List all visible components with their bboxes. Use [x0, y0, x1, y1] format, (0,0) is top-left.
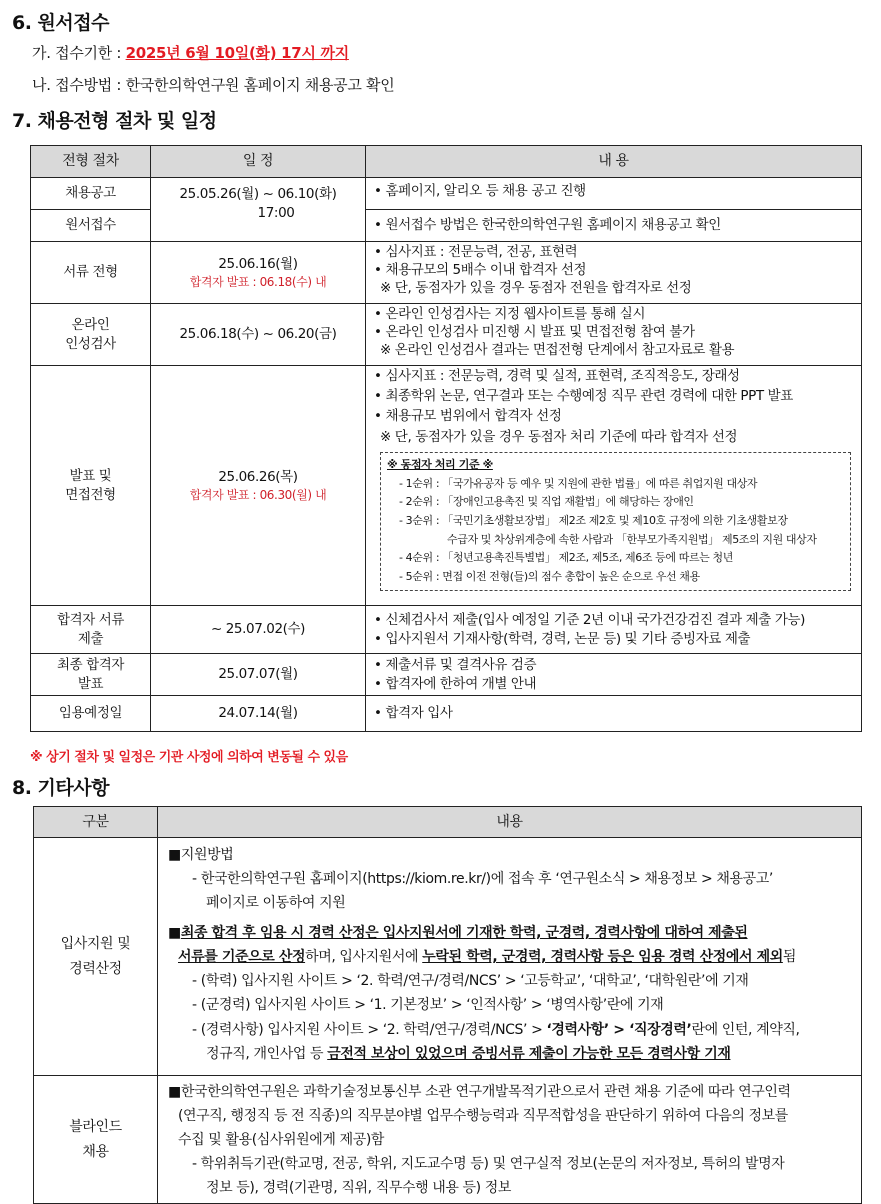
detail-line: - 학위취득기관(학교명, 전공, 학위, 지도교수명 등) 및 연구실적 정보(논문의 저자정보, 특허의 발명자 — [192, 1156, 785, 1173]
stage-line: 온라인 — [71, 317, 110, 334]
content-line: • 최종학위 논문, 연구결과 또는 수행예정 직무 관련 경력에 대한 PPT 발표 — [374, 388, 793, 405]
stage-line: 인성검사 — [65, 335, 116, 352]
date-cell: ~ 25.07.02(수) — [151, 606, 366, 654]
content-line: ※ 단, 동점자가 있을 경우 동점자 처리 기준에 따라 합격자 선정 — [380, 428, 738, 445]
detail-cell — [158, 1076, 862, 1204]
content-cell — [366, 210, 862, 242]
detail-line: ■한국한의학연구원은 과학기술정보통신부 소관 연구개발목적기관으로서 관련 채용 기준에 따라 연구인력 — [168, 1084, 791, 1100]
deadline-label: 가. 접수기한 : — [32, 44, 126, 62]
date-text: 25.05.26(월) ~ 06.10(화) — [179, 186, 337, 203]
table-row — [31, 654, 862, 696]
detail-line: 페이지로 이동하여 지원 — [206, 895, 346, 912]
content-line: • 채용규모 범위에서 합격자 선정 — [374, 408, 562, 425]
section-6-title: 6. 원서접수 — [12, 12, 109, 34]
header-date: 일 정 — [151, 146, 366, 178]
career-text: 하며, 입사지원서에 — [305, 949, 423, 966]
tie-rule-title: ※ 동점자 처리 기준 ※ — [387, 457, 493, 471]
detail-line: (연구직, 행정직 등 전 직종)의 직무분야별 업무수행능력과 직무적합성을 판단하기 위하여 다음의 정보를 — [178, 1108, 788, 1125]
stage-line: 발표 및 — [69, 468, 112, 485]
category-cell — [34, 1076, 158, 1204]
career-text: 란에 인턴, 계약직, — [691, 1021, 800, 1038]
stage-line: 발표 — [77, 675, 104, 692]
content-cell — [366, 696, 862, 732]
tie-rule-line: - 4순위 : 「청년고용촉진특별법」 제2조, 제5조, 제6조 등에 따르는 청년 — [399, 551, 733, 565]
stage-cell: 서류 전형 — [31, 242, 151, 304]
section-8-title: 8. 기타사항 — [12, 777, 109, 799]
content-line: • 입사지원서 기재사항(학력, 경력, 논문 등) 및 기타 증빙자료 제출 — [374, 630, 751, 647]
detail-line: 수집 및 활용(심사위원에게 제공)함 — [178, 1132, 385, 1149]
content-line: • 합격자 입사 — [374, 705, 453, 722]
content-cell — [366, 304, 862, 366]
detail-line: - 한국한의학연구원 홈페이지(https://kiom.re.kr/)에 접속 후 ‘연구원소식 > 채용정보 > 채용공고’ — [192, 871, 773, 888]
detail-line: - (군경력) 입사지원 사이트 > ‘1. 기본정보’ > ‘인적사항’ > ‘병역사항’란에 기재 — [192, 997, 664, 1014]
content-line: • 온라인 인성검사 미진행 시 발표 및 면접전형 참여 불가 — [374, 324, 695, 341]
stage-cell: 채용공고 — [31, 178, 151, 210]
category-line: 채용 — [82, 1143, 109, 1160]
content-line: • 원서접수 방법은 한국한의학연구원 홈페이지 채용공고 확인 — [374, 217, 721, 234]
table-row — [31, 696, 862, 732]
bullet: ■ — [168, 925, 181, 942]
career-emph: ‘경력사항’ > ‘직장경력’ — [546, 1021, 692, 1038]
date-cell — [151, 366, 366, 606]
content-line: • 제출서류 및 결격사유 검증 — [374, 657, 537, 674]
detail-line: 정보 등), 경력(기관명, 직위, 직무수행 내용 등) 정보 — [206, 1180, 512, 1197]
detail-cell — [158, 838, 862, 1076]
tie-rule-line: - 5순위 : 면접 이전 전형(들)의 점수 총합이 높은 순으로 우선 채용 — [399, 570, 700, 583]
stage-cell — [31, 304, 151, 366]
content-cell — [366, 366, 862, 606]
content-line: • 심사지표 : 전문능력, 경력 및 실적, 표현력, 조직적응도, 장래성 — [374, 368, 740, 384]
date-cell: 25.07.07(월) — [151, 654, 366, 696]
stage-line: 합격자 서류 — [56, 612, 125, 629]
header-content: 내 용 — [366, 146, 862, 178]
career-emph: 최종 합격 후 임용 시 경력 산정은 입사지원서에 기재한 학력, 군경력, 경력사항에 대하여 제출된 — [180, 925, 748, 942]
tie-rule-line: - 2순위 : 「장애인고용촉진 및 직업 재활법」에 해당하는 장애인 — [399, 495, 694, 509]
header-detail: 내용 — [158, 807, 862, 838]
deadline-line — [32, 42, 349, 63]
apply-heading: ■지원방법 — [168, 847, 234, 863]
stage-line: 최종 합격자 — [56, 657, 125, 674]
career-text: 정규직, 개인사업 등 — [206, 1045, 328, 1062]
table-row — [31, 304, 862, 366]
detail-line: - (학력) 입사지원 사이트 > ‘2. 학력/연구/경력/NCS’ > ‘고등학교’, ‘대학교’, ‘대학원란’에 기재 — [192, 973, 749, 990]
content-line: ※ 단, 동점자가 있을 경우 동점자 전원을 합격자로 선정 — [380, 280, 692, 297]
deadline-value: 2025년 6월 10일(화) 17시 까지 — [125, 44, 349, 62]
tie-rule-line: 수급자 및 차상위계층에 속한 사람과 「한부모가족지원법」 제5조의 지원 대상자 — [447, 532, 817, 546]
stage-cell — [31, 606, 151, 654]
stage-cell: 원서접수 — [31, 210, 151, 242]
content-line: • 채용규모의 5배수 이내 합격자 선정 — [374, 262, 587, 279]
result-date: 합격자 발표 : 06.18(수) 내 — [189, 274, 327, 289]
header-stage: 전형 절차 — [31, 146, 151, 178]
table-row — [34, 1076, 862, 1204]
date-cell: 24.07.14(월) — [151, 696, 366, 732]
schedule-table — [30, 145, 862, 732]
misc-table — [33, 806, 862, 1204]
content-line: • 심사지표 : 전문능력, 전공, 표현력 — [374, 244, 578, 260]
content-line: • 신체검사서 제출(입사 예정일 기준 2년 이내 국가건강검진 결과 제출 가능) — [374, 612, 805, 629]
date-cell — [151, 178, 366, 242]
table-row — [31, 606, 862, 654]
date-cell — [151, 242, 366, 304]
table-row — [31, 366, 862, 606]
method-label: 나. 접수방법 : — [32, 76, 126, 94]
tie-rule-line: - 3순위 : 「국민기초생활보장법」 제2조 제2호 및 제10호 규정에 의한 기초생활보장 — [399, 513, 788, 527]
content-line: • 합격자에 한하여 개별 안내 — [374, 675, 537, 692]
content-line: • 온라인 인성검사는 지정 웹사이트를 통해 실시 — [374, 306, 646, 322]
career-emph: 금전적 보상이 있었으며 증빙서류 제출이 가능한 모든 경력사항 기재 — [327, 1045, 731, 1062]
date-text: 25.06.26(목) — [218, 469, 298, 486]
method-line — [32, 74, 394, 95]
content-line: • 홈페이지, 알리오 등 채용 공고 진행 — [374, 183, 586, 199]
tie-rule-box — [380, 452, 851, 591]
table-row — [34, 838, 862, 1076]
method-value: 한국한의학연구원 홈페이지 채용공고 확인 — [125, 76, 395, 94]
career-line — [168, 945, 853, 969]
category-cell — [34, 838, 158, 1076]
career-emph: 서류를 기준으로 산정 — [178, 949, 306, 966]
detail-line — [168, 1018, 853, 1042]
stage-line: 제출 — [77, 630, 104, 647]
stage-cell: 임용예정일 — [31, 696, 151, 732]
header-category: 구분 — [34, 807, 158, 838]
career-line — [168, 915, 853, 945]
content-line: ※ 온라인 인성검사 결과는 면접전형 단계에서 참고자료로 활용 — [380, 342, 735, 359]
career-emph: 누락된 학력, 군경력, 경력사항 등은 임용 경력 산정에서 제외 — [422, 949, 783, 966]
date-time: 17:00 — [257, 204, 295, 221]
stage-cell — [31, 654, 151, 696]
stage-cell — [31, 366, 151, 606]
section-7-title: 7. 채용전형 절차 및 일정 — [12, 110, 217, 132]
content-cell — [366, 606, 862, 654]
career-text: 됨 — [782, 949, 796, 966]
table-row — [31, 242, 862, 304]
date-text: 25.06.16(월) — [218, 256, 298, 273]
date-cell: 25.06.18(수) ~ 06.20(금) — [151, 304, 366, 366]
schedule-note: ※ 상기 절차 및 일정은 기관 사정에 의하여 변동될 수 있음 — [30, 750, 348, 765]
stage-line: 면접전형 — [65, 486, 116, 503]
table-row — [31, 178, 862, 210]
category-line: 블라인드 — [69, 1119, 122, 1136]
result-date: 합격자 발표 : 06.30(월) 내 — [189, 487, 327, 502]
content-cell — [366, 654, 862, 696]
content-cell — [366, 178, 862, 210]
career-text: - (경력사항) 입사지원 사이트 > ‘2. 학력/연구/경력/NCS’ > — [192, 1021, 547, 1038]
detail-line — [168, 1042, 853, 1066]
content-cell — [366, 242, 862, 304]
category-line: 경력산정 — [69, 960, 122, 977]
tie-rule-line: - 1순위 : 「국가유공자 등 예우 및 지원에 관한 법률」에 따른 취업지원 대상자 — [399, 476, 758, 490]
category-line: 입사지원 및 — [60, 936, 131, 953]
